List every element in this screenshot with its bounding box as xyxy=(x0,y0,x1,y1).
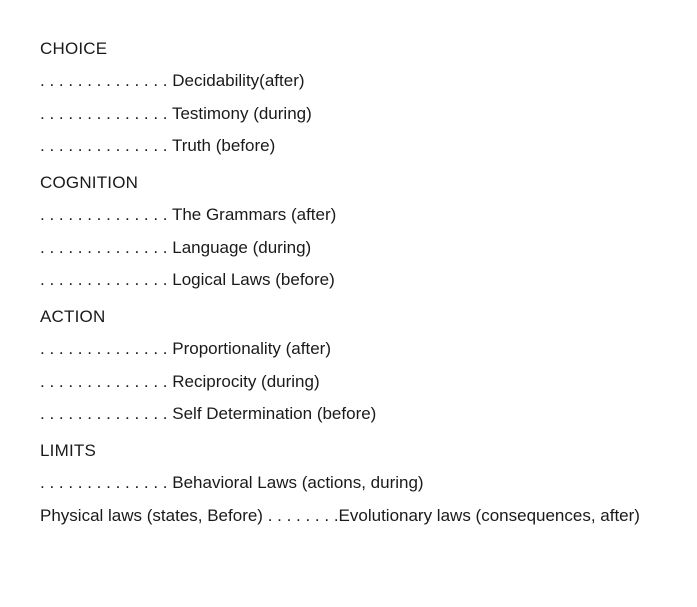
list-item: . . . . . . . . . . . . . . Reciprocity (during) xyxy=(40,371,320,391)
list-item: . . . . . . . . . . . . . . Decidability(after) xyxy=(40,71,305,90)
list-item: . . . . . . . . . . . . . . The Grammars (after) xyxy=(40,205,337,224)
list-item: Physical laws (states, Before) . . . . . . . .Evolutionary laws (consequences, after) xyxy=(40,505,640,525)
section-choice xyxy=(40,40,697,157)
list-item: . . . . . . . . . . . . . . Logical Laws (before) xyxy=(40,270,335,289)
section-action xyxy=(40,308,697,425)
list-item: . . . . . . . . . . . . . . Truth (before) xyxy=(40,136,276,155)
section-heading: LIMITS xyxy=(40,441,96,460)
section-heading: CHOICE xyxy=(40,39,108,58)
list-item: . . . . . . . . . . . . . . Language (during) xyxy=(40,237,312,257)
list-item: . . . . . . . . . . . . . . Self Determination (before) xyxy=(40,404,377,423)
section-limits xyxy=(40,442,697,527)
list-item: . . . . . . . . . . . . . . Testimony (during) xyxy=(40,103,312,123)
list-item: . . . . . . . . . . . . . . Behavioral Laws (actions, during) xyxy=(40,473,424,492)
section-heading: ACTION xyxy=(40,307,106,326)
section-heading: COGNITION xyxy=(40,173,139,192)
list-item: . . . . . . . . . . . . . . Proportionality (after) xyxy=(40,339,331,358)
section-cognition xyxy=(40,174,697,291)
